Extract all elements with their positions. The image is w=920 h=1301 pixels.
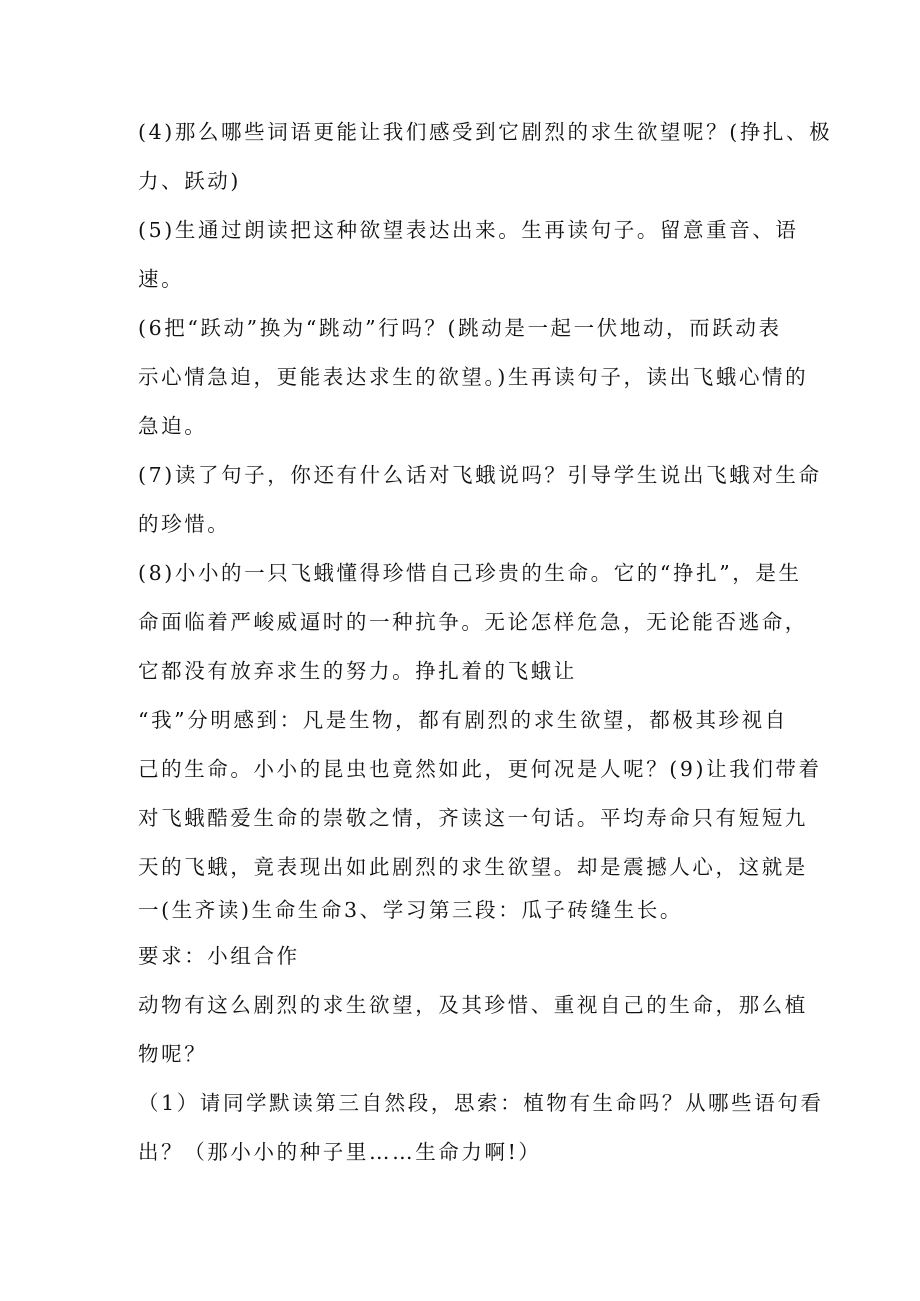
text-line: 己的生命。小小的昆虫也竟然如此，更何况是人呢？(9)让我们带着 — [138, 757, 822, 781]
text-line: 物呢？ — [138, 1042, 208, 1066]
text-line: (5)生通过朗读把这种欲望表达出来。生再读句子。留意重音、语 — [138, 218, 799, 242]
text-line: （1）请同学默读第三自然段，思索：植物有生命吗？从哪些语句看 — [138, 1091, 824, 1115]
text-line: 它都没有放弃求生的努力。挣扎着的飞蛾让 — [138, 659, 577, 683]
text-line: 出？（那小小的种子里……生命力啊!） — [138, 1140, 542, 1164]
text-line: 动物有这么剧烈的求生欲望，及其珍惜、重视自己的生命，那么植 — [138, 993, 808, 1017]
text-line: 天的飞蛾，竟表现出如此剧烈的求生欲望。却是震撼人心，这就是 — [138, 855, 808, 879]
text-line: (8)小小的一只飞蛾懂得珍惜自己珍贵的生命。它的“挣扎”，是生 — [138, 561, 802, 585]
text-line: 速。 — [138, 267, 185, 291]
text-line: 的珍惜。 — [138, 512, 231, 536]
text-line: 一(生齐读)生命生命3、学习第三段：瓜子砖缝生长。 — [138, 898, 684, 922]
text-line: (7)读了句子，你还有什么话对飞蛾说吗？引导学生说出飞蛾对生命 — [138, 463, 822, 487]
text-line: “我”分明感到：凡是生物，都有剧烈的求生欲望，都极其珍视自 — [138, 708, 788, 732]
text-line: 急迫。 — [138, 414, 208, 438]
text-line: 要求：小组合作 — [138, 944, 300, 968]
text-line: 命面临着严峻威逼时的一种抗争。无论怎样危急，无论能否逃命， — [138, 610, 808, 634]
text-line: (4)那么哪些词语更能让我们感受到它剧烈的求生欲望呢？(挣扎、极 — [138, 120, 833, 144]
text-line: 力、跃动) — [138, 169, 241, 193]
text-line: (6把“跃动”换为“跳动”行吗？(跳动是一起一伏地动，而跃动表 — [138, 316, 782, 340]
text-line: 示心情急迫，更能表达求生的欲望。)生再读句子，读出飞蛾心情的 — [138, 365, 809, 389]
text-line: 对飞蛾酷爱生命的崇敬之情，齐读这一句话。平均寿命只有短短九 — [138, 806, 808, 830]
